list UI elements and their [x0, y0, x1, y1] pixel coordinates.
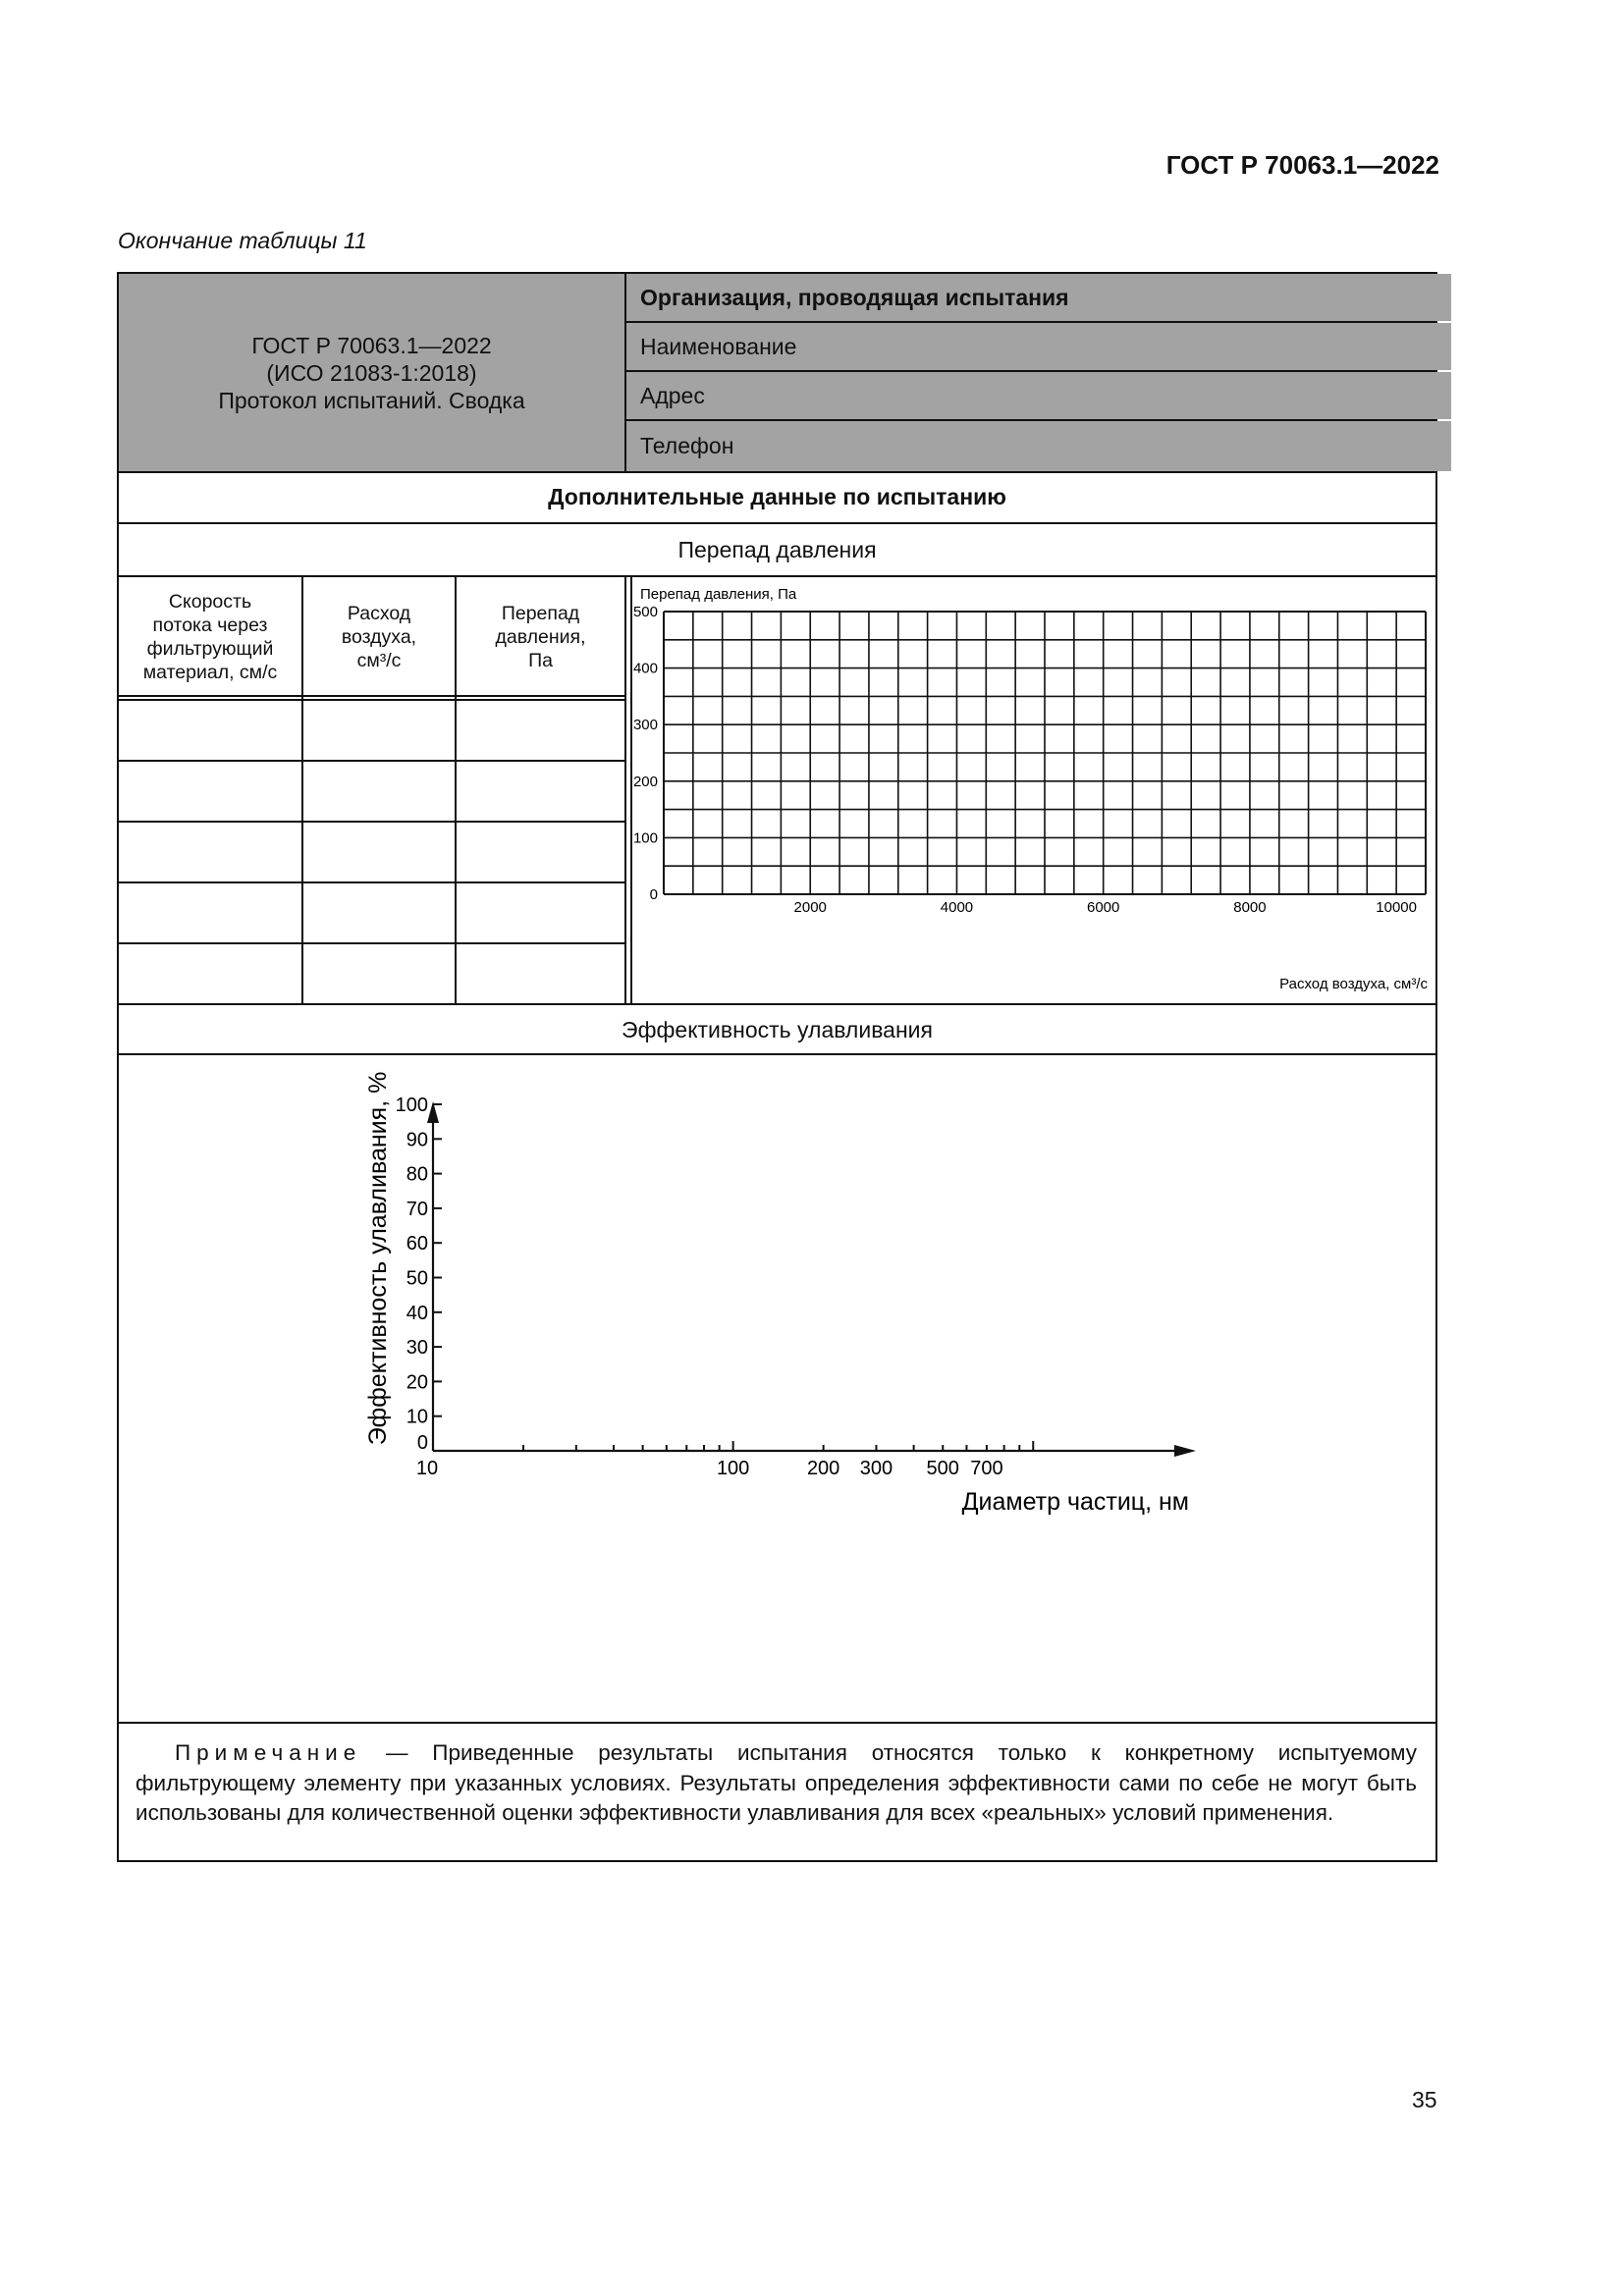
y-tick-label: 80 — [406, 1163, 428, 1186]
x-axis-arrow — [1174, 1445, 1196, 1457]
y-tick-label: 500 — [632, 604, 658, 620]
column-header-flow-speed: Скорость потока через фильтрующий материал, см/с — [142, 591, 278, 683]
y-tick-label: 0 — [649, 886, 658, 903]
table-cell-input[interactable] — [119, 944, 301, 1003]
pressure-chart-ylabel: Перепад давления, Па — [640, 586, 797, 603]
table-cell-input[interactable] — [119, 823, 301, 881]
table-caption: Окончание таблицы 11 — [118, 228, 367, 253]
x-tick-label: 10000 — [1376, 899, 1418, 916]
org-phone-field[interactable]: Телефон — [626, 421, 1451, 471]
table-cell-input[interactable] — [457, 944, 624, 1003]
protocol-standard-code: ГОСТ Р 70063.1—2022 — [251, 332, 492, 358]
table-cell-input[interactable] — [303, 762, 455, 821]
y-tick-label: 70 — [406, 1198, 428, 1220]
pressure-chart-grid — [664, 612, 1426, 894]
x-tick-label: 8000 — [1233, 899, 1267, 916]
org-address-field[interactable]: Адрес — [626, 372, 1451, 419]
y-tick-label: 10 — [406, 1406, 428, 1428]
y-tick-label: 60 — [406, 1233, 428, 1255]
y-tick-label: 0 — [416, 1432, 428, 1454]
standard-code-header: ГОСТ Р 70063.1—2022 — [1165, 150, 1439, 180]
x-tick-label: 2000 — [793, 899, 827, 916]
column-header-pressure-drop: Перепад давления, Па — [495, 603, 586, 671]
x-tick-label: 6000 — [1087, 899, 1120, 916]
x-tick-label: 4000 — [940, 899, 974, 916]
table-cell-input[interactable] — [119, 762, 301, 821]
table-cell-input[interactable] — [303, 823, 455, 881]
efficiency-chart — [119, 1055, 1435, 1517]
column-header-air-flow: Расход воздуха, см³/с — [341, 603, 417, 671]
page-number: 35 — [1412, 2087, 1437, 2112]
note-text — [135, 1738, 1417, 1829]
efficiency-section-title: Эффективность улавливания — [622, 1017, 933, 1042]
protocol-iso-code: (ИСО 21083-1:2018) — [266, 359, 477, 386]
x-tick-label: 10 — [415, 1458, 439, 1479]
table-cell-input[interactable] — [457, 701, 624, 760]
efficiency-chart-ylabel: Эффективность улавливания, % — [364, 1071, 392, 1446]
protocol-table — [117, 272, 1437, 1862]
x-tick-label: 100 — [716, 1458, 750, 1479]
table-cell-input[interactable] — [457, 762, 624, 821]
y-tick-label: 200 — [632, 773, 658, 790]
protocol-title: Протокол испытаний. Сводка — [218, 387, 525, 413]
y-tick-label: 400 — [632, 660, 658, 677]
x-tick-label: 200 — [806, 1458, 840, 1479]
pressure-drop-chart — [632, 577, 1435, 1003]
x-tick-label: 500 — [926, 1458, 959, 1479]
table-cell-input[interactable] — [303, 883, 455, 942]
efficiency-chart-axes — [427, 1101, 1196, 1457]
table-cell-input[interactable] — [457, 823, 624, 881]
pressure-data-table — [119, 577, 624, 1003]
table-cell-input[interactable] — [303, 944, 455, 1003]
org-title: Организация, проводящая испытания — [626, 274, 1451, 321]
additional-data-title: Дополнительные данные по испытанию — [548, 484, 1006, 509]
table-cell-input[interactable] — [303, 701, 455, 760]
protocol-title-block — [119, 274, 624, 471]
y-tick-label: 30 — [406, 1337, 428, 1360]
table-cell-input[interactable] — [119, 701, 301, 760]
y-tick-label: 50 — [406, 1267, 428, 1290]
y-tick-label: 100 — [395, 1095, 428, 1116]
x-tick-label: 700 — [970, 1458, 1003, 1479]
note-body: — Приведенные результаты испытания относятся только к конкретному испытуемому фильтрующему элементу при указанных условиях. Результаты определения эффективности сами по себе не могут быть использованы для количественной оценки эффективности улавливания для всех «реальных» условий применения. — [135, 1740, 1417, 1825]
efficiency-chart-xlabel: Диаметр частиц, нм — [961, 1488, 1189, 1516]
y-tick-label: 20 — [406, 1371, 428, 1394]
y-tick-label: 90 — [406, 1129, 428, 1151]
x-tick-label: 300 — [859, 1458, 893, 1479]
y-tick-label: 40 — [406, 1302, 428, 1324]
org-name-field[interactable]: Наименование — [626, 323, 1451, 370]
y-tick-label: 300 — [632, 717, 658, 734]
pressure-section-title: Перепад давления — [677, 537, 877, 562]
pressure-chart-xlabel: Расход воздуха, см³/с — [1279, 976, 1428, 992]
table-cell-input[interactable] — [119, 883, 301, 942]
y-tick-label: 100 — [632, 829, 658, 847]
note-label: Примечание — [175, 1740, 362, 1765]
table-cell-input[interactable] — [457, 883, 624, 942]
